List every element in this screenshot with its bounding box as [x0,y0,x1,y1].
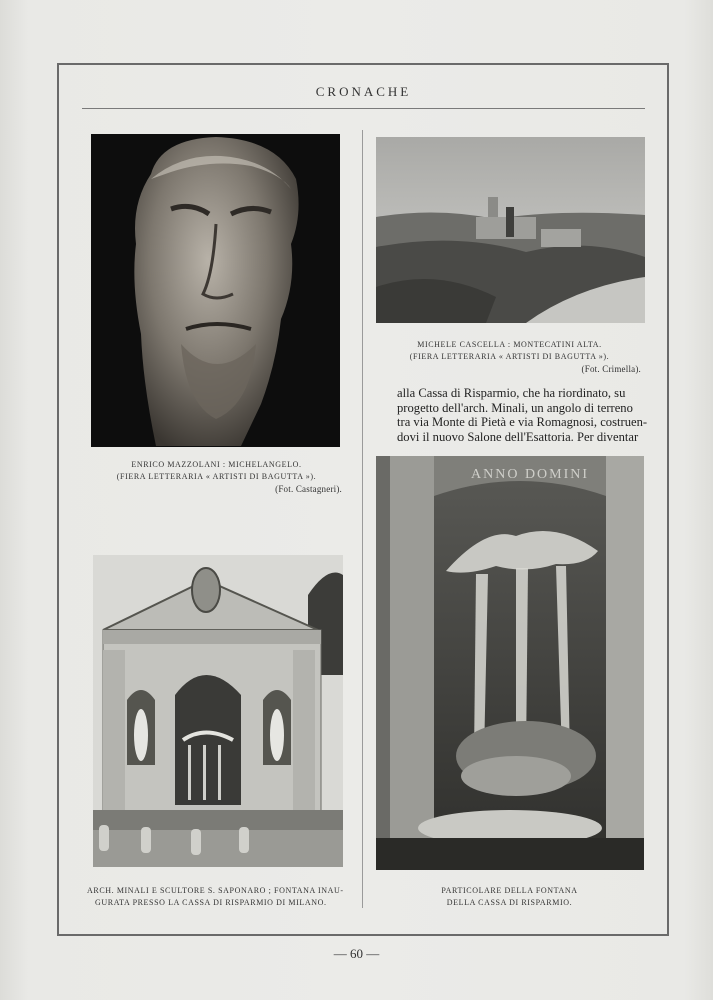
caption-line: MICHELE CASCELLA : MONTECATINI ALTA. [417,340,602,349]
inscription: ANNO DOMINI [471,467,590,482]
caption-line: (FIERA LETTERARIA « ARTISTI DI BAGUTTA »). [116,472,317,481]
caption-line: PARTICOLARE DELLA FONTANA [441,886,578,895]
body-text [397,386,648,444]
header-rule [82,108,645,109]
photo-fountain-facade [93,555,343,867]
caption-line: (FIERA LETTERARIA « ARTISTI DI BAGUTTA »). [409,352,610,361]
text-line: progetto dell'arch. Minali, un angolo di terreno [397,400,633,415]
photo-fountain-detail [376,456,644,870]
photo-michelangelo-head [91,134,340,447]
photo-credit: (Fot. Castagneri). [275,484,342,494]
text-line: alla Cassa di Risparmio, che ha riordinato, su [397,386,626,400]
text-line: tra via Monte di Pietà e via Romagnosi, costruen- [397,415,648,430]
caption-line: GURATA PRESSO LA CASSA DI RISPARMIO DI MILANO. [95,898,327,907]
page-number: — 60 — [333,946,380,961]
section-title: CRONACHE [315,84,412,99]
caption-fountain-detail [378,885,641,909]
caption-line: ARCH. MINALI E SCULTORE S. SAPONARO ; FONTANA INAU- [87,886,344,895]
photo-montecatini-alta [376,137,645,323]
text-line: dovi il nuovo Salone dell'Esattoria. Per diventar [397,429,639,444]
caption-michelangelo [91,459,342,495]
caption-fountain-facade [87,885,349,909]
column-divider [362,130,363,908]
caption-montecatini [378,339,641,375]
photo-credit: (Fot. Crimella). [581,364,641,374]
caption-line: DELLA CASSA DI RISPARMIO. [446,898,573,907]
caption-line: ENRICO MAZZOLANI : MICHELANGELO. [131,460,302,469]
